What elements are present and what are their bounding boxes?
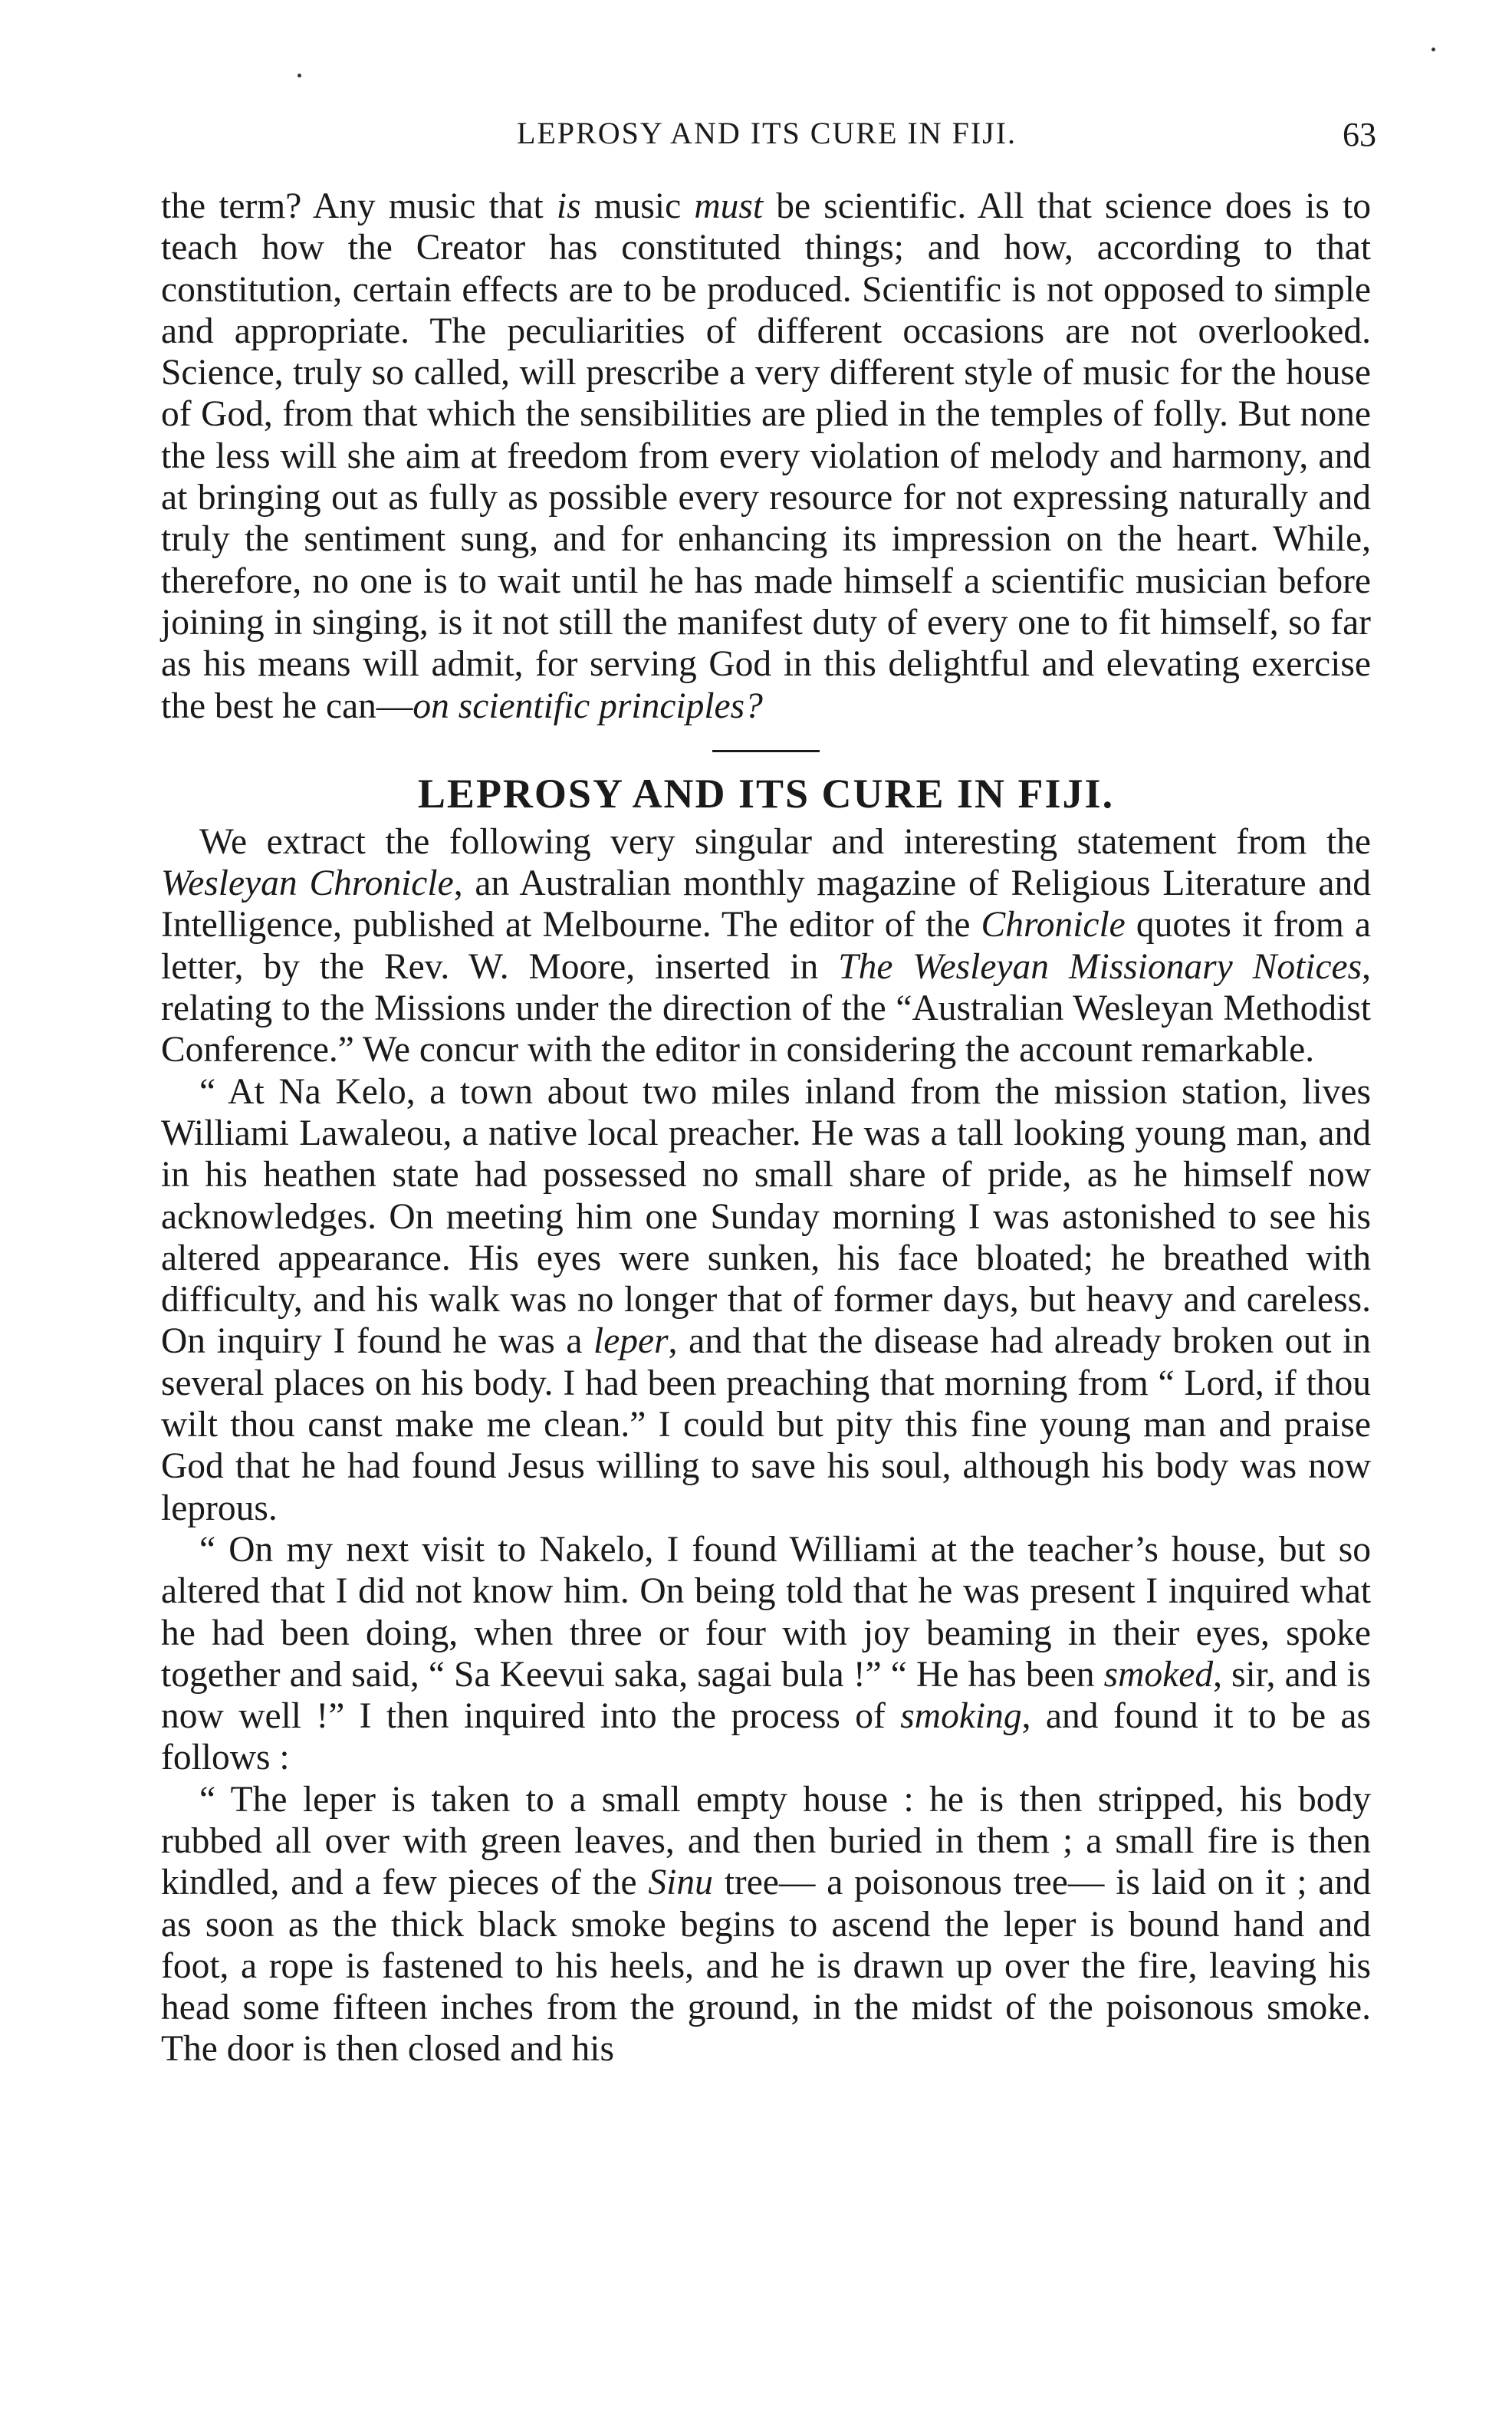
text-run: , sir, and is now well !” I then inquired into the process of	[161, 1654, 1371, 1737]
text-run: , and that the disease had already broken out in several places on his body. I had been preaching that morning from “ Lord, if thou wilt thou canst make me clean.” I could but pity this fine young man and praise God that he had found Jesus willing to save his soul, although his body was now leprous.	[161, 1321, 1371, 1528]
text-run: “ At Na Kelo, a town about two miles inland from the mission station, lives Williami Lawaleou, a native local preacher. He was a tall looking young man, and in his heathen state had possessed no small share of pride, as he himself now acknowledges. On meeting him one Sunday morning I was astonished to see his altered appearance. His eyes were sunken, his face bloated; he breathed with difficulty, and his walk was no longer that of former days, but heavy and careless. On inquiry I found he was a	[161, 1071, 1371, 1362]
text-run: , an Australian monthly magazine of Religious Literature and Intelligence, published at Melbourne. The editor of the	[161, 863, 1372, 945]
text-run: tree— a poisonous tree— is laid on it ; and as soon as the thick black smoke begins to ascend the leper is bound hand and foot, a rope is fastened to his heels, and he is drawn up over the fire, leaving his head some fifteen inches from the ground, in the midst of the poisonous smoke. The door is then closed and his	[161, 1863, 1371, 2070]
text-run: the term? Any music that	[161, 186, 557, 226]
article-paragraph	[161, 1529, 1371, 1779]
text-run: “ On my next visit to Nakelo, I found Williami at the teacher’s house, but so altered that I did not know him. On being told that he was present I inquired what he had been doing, when three or four with joy beaming in their eyes, spoke together and said, “ Sa Keevui saka, sagai bula !” “ He has been	[161, 1529, 1371, 1695]
text-run: We extract the following very singular and interesting statement from the	[199, 821, 1371, 862]
italic-text-run: The Wesleyan Missionary Notices	[838, 946, 1362, 987]
italic-text-run: smoking	[900, 1696, 1022, 1737]
print-speck	[1431, 48, 1435, 51]
section-divider	[712, 750, 820, 752]
italic-text-run: Wesleyan Chronicle	[161, 863, 454, 904]
running-title: LEPROSY AND ITS CURE IN FIJI.	[516, 116, 1017, 150]
text-run: quotes it from a letter, by the Rev. W. Moore, inserted in	[161, 905, 1371, 987]
italic-text-run: leper	[593, 1321, 669, 1362]
italic-text-run: on scientific principles?	[413, 686, 763, 726]
italic-text-run: Chronicle	[981, 905, 1126, 945]
continued-paragraph	[161, 186, 1371, 727]
page-header	[157, 115, 1376, 161]
text-run: , relating to the Missions under the direction of the “Australian Wesleyan Methodist Conference.” We concur with the editor in considering the account remarkable.	[161, 946, 1371, 1070]
section-heading: LEPROSY AND ITS CURE IN FIJI.	[417, 770, 1115, 817]
text-run: music	[580, 186, 695, 226]
text-run: “ The leper is taken to a small empty house : he is then stripped, his body rubbed all over with green leaves, and then buried in them ; a small fire is then kindled, and a few pieces of the	[161, 1779, 1371, 1903]
article-body	[161, 821, 1371, 2070]
article-paragraph	[161, 1071, 1371, 1529]
text-run: be scientific. All that science does is to teach how the Creator has constituted things; and how, according to that constitution, certain effects are to be produced. Scientific is not opposed to simple and appropriate. The peculiarities of different occasions are not overlooked. Science, truly so called, will prescribe a very different style of music for the house of God, from that which the sensibilities are plied in the temples of folly. But none the less will she aim at freedom from every violation of melody and harmony, and at bringing out as fully as possible every resource for not expressing naturally and truly the sentiment sung, and for enhancing its impression on the heart. While, therefore, no one is to wait until he has made himself a scientific musician before joining in singing, is it not still the manifest duty of every one to fit himself, so far as his means will admit, for serving God in this delightful and elevating exercise the best he can—	[161, 186, 1372, 726]
text-column	[161, 186, 1371, 2070]
print-speck	[297, 74, 301, 77]
italic-text-run: must	[694, 186, 764, 226]
italic-text-run: Sinu	[648, 1863, 713, 1903]
article-paragraph	[161, 1779, 1371, 2070]
italic-text-run: smoked	[1103, 1654, 1214, 1695]
text-run: , and found it to be as follows :	[161, 1696, 1371, 1778]
italic-text-run: is	[556, 186, 581, 226]
page-number: 63	[1343, 116, 1376, 153]
article-paragraph	[161, 821, 1371, 1071]
